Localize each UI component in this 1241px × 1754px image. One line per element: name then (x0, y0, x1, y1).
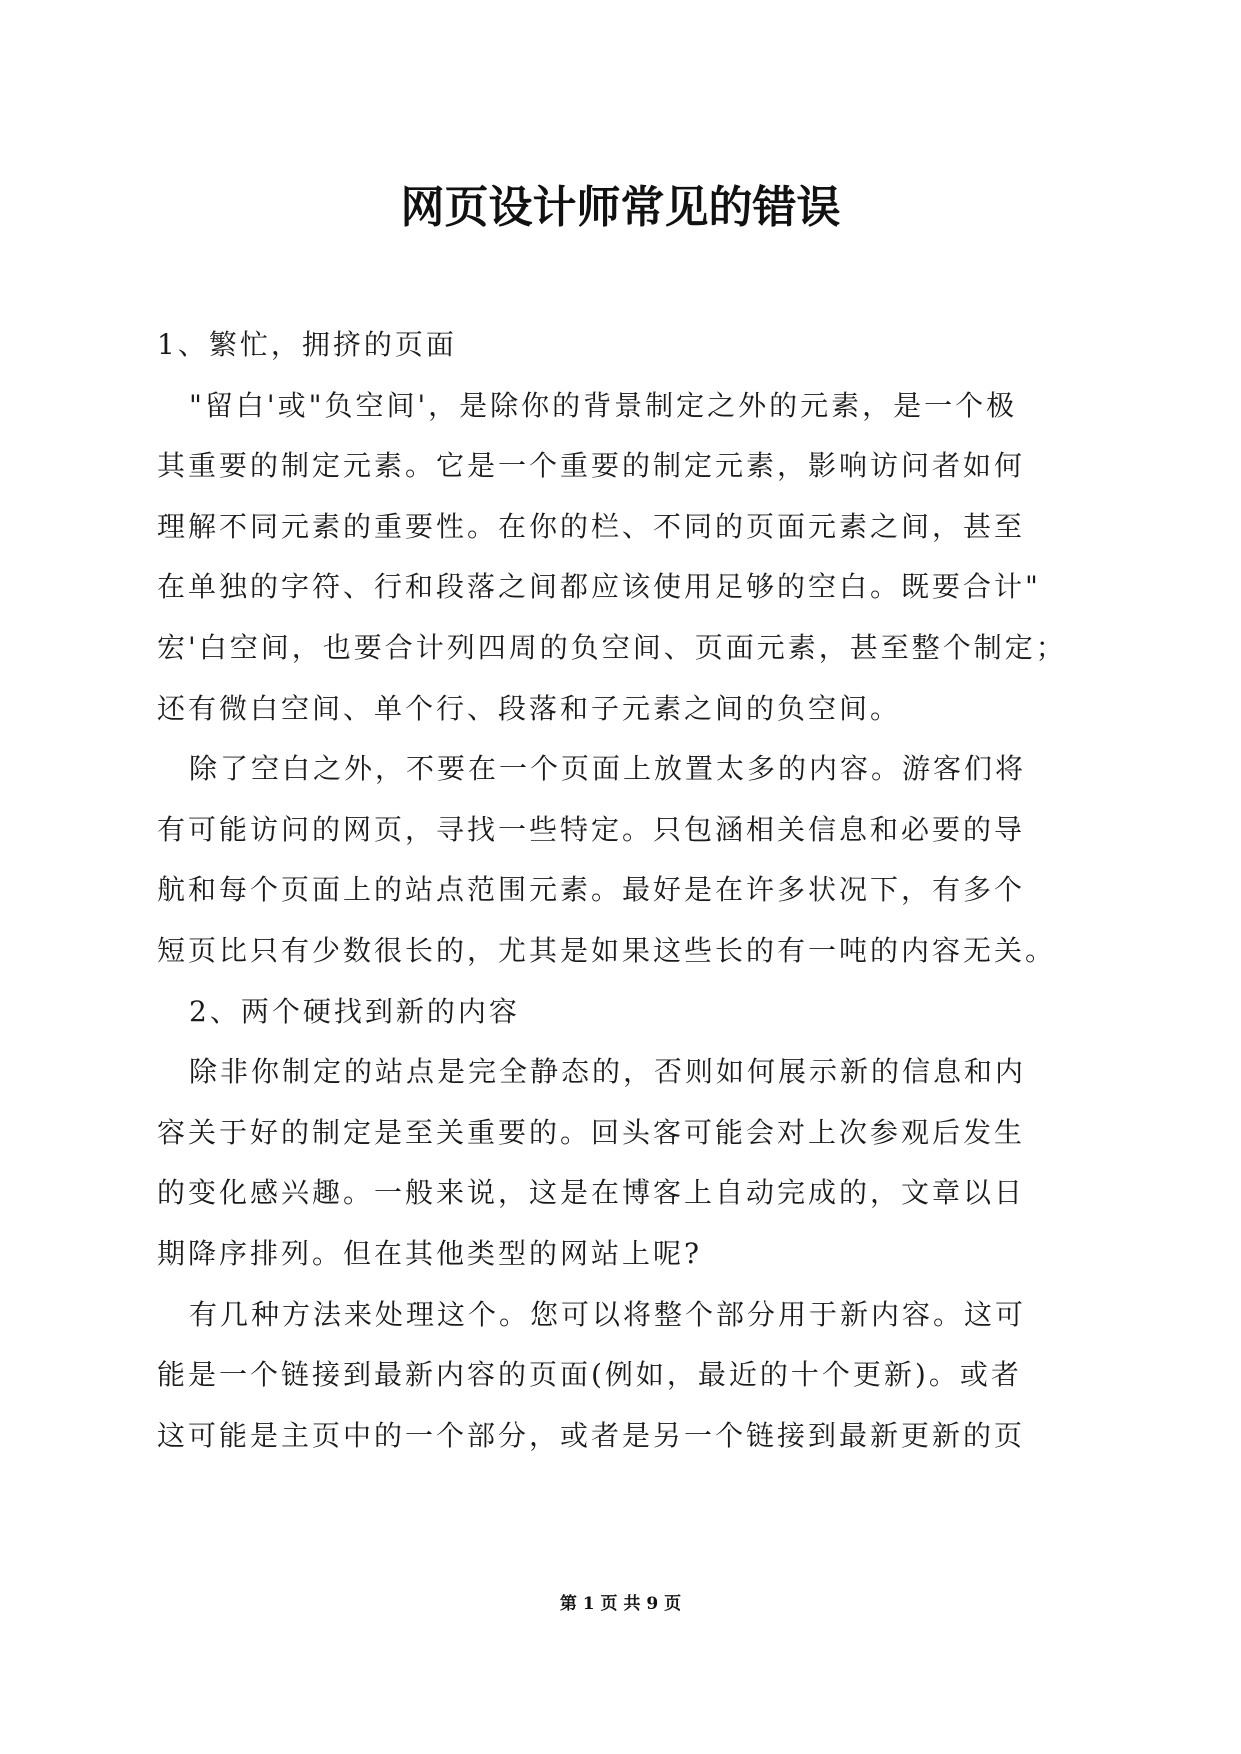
text-line: 有几种方法来处理这个。您可以将整个部分用于新内容。这可 (189, 1297, 1027, 1331)
text-line: 除了空白之外，不要在一个页面上放置太多的内容。游客们将 (189, 752, 1027, 786)
text-line: 宏'白空间，也要合计列四周的负空间、页面元素，甚至整个制定； (157, 630, 1067, 664)
text-line: 除非你制定的站点是完全静态的，否则如何展示新的信息和内 (189, 1055, 1027, 1089)
document-title: 网页设计师常见的错误 (400, 182, 841, 233)
text-line: 2、两个硬找到新的内容 (189, 994, 520, 1028)
text-line: 在单独的字符、行和段落之间都应该使用足够的空白。既要合计" (157, 570, 1041, 604)
text-line: 这可能是主页中的一个部分，或者是另一个链接到最新更新的页 (157, 1418, 1026, 1452)
text-line: 期降序排列。但在其他类型的网站上呢? (157, 1236, 703, 1270)
text-line: 理解不同元素的重要性。在你的栏、不同的页面元素之间，甚至 (157, 509, 1026, 543)
text-line: 能是一个链接到最新内容的页面(例如，最近的十个更新)。或者 (157, 1358, 1022, 1392)
text-line: 有可能访问的网页，寻找一些特定。只包涵相关信息和必要的导 (157, 812, 1026, 846)
page-footer: 第 1 页 共 9 页 (559, 1594, 682, 1614)
text-line: 还有微白空间、单个行、段落和子元素之间的负空间。 (157, 691, 902, 725)
text-line: 1、繁忙，拥挤的页面 (157, 328, 457, 361)
text-line: 容关于好的制定是至关重要的。回头客可能会对上次参观后发生 (157, 1115, 1026, 1149)
document-body (157, 315, 1097, 1466)
text-line: 其重要的制定元素。它是一个重要的制定元素，影响访问者如何 (157, 449, 1026, 483)
text-line: 的变化感兴趣。一般来说，这是在博客上自动完成的，文章以日 (157, 1176, 1026, 1210)
text-line: 短页比只有少数很长的，尤其是如果这些长的有一吨的内容无关。 (157, 933, 1057, 967)
text-line: 航和每个页面上的站点范围元素。最好是在许多状况下，有多个 (157, 873, 1026, 907)
text-line: "留白'或"负空间'，是除你的背景制定之外的元素，是一个极 (189, 388, 1018, 422)
